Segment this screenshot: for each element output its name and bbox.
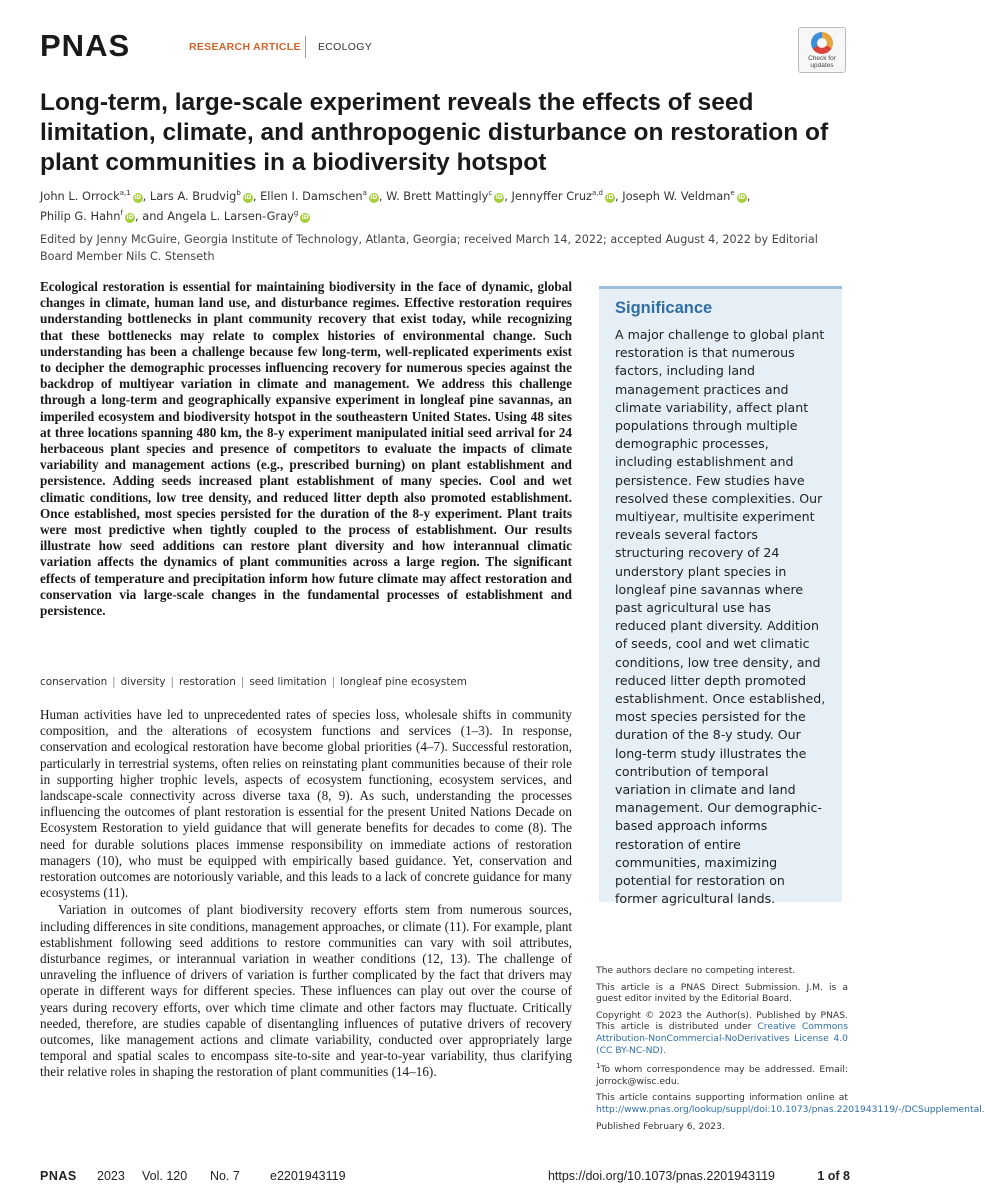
footer-article-id: e2201943119 [270, 1169, 346, 1183]
body-text [40, 707, 572, 1081]
significance-box [599, 286, 842, 907]
check-for-updates-label: Check for updates [808, 55, 836, 69]
footer-year: 2023 [97, 1169, 125, 1183]
orcid-icon[interactable]: iD [606, 193, 614, 201]
submission-note: This article is a PNAS Direct Submission. J.M. is a guest editor invited by the Editorial Board. [596, 981, 848, 1005]
footer-journal: PNAS [40, 1169, 77, 1183]
significance-text: A major challenge to global plant restoration is that numerous factors, including land management practices and climate variability, affect plant populations through multiple demographic processes, including establishment and persistence. Few studies have resolved these complexities. Our multiyear, multisite experiment reveals several factors structuring recovery of 24 understory plant species in longleaf pine savannas where past agricultural use has reduced plant diversity. Addition of seeds, cool and wet climatic conditions, low tree density, and reduced litter depth promoted establishment. Once established, most species persisted for the duration of the 8-y study. Our long-term study illustrates the contribution of temporal variation in climate and land management. Our demographic-based approach informs restoration of entire communities, maximizing potential for restoration on former agricultural lands. [615, 327, 826, 907]
supplemental-link[interactable]: http://www.pnas.org/lookup/suppl/doi:10.1073/pnas.2201943119/-/DCSupplemental. [596, 1104, 985, 1115]
keywords: conservation | diversity | restoration | seed limitation | longleaf pine ecosystem [40, 676, 467, 688]
published-date: Published February 6, 2023. [596, 1120, 725, 1132]
correspondence-note: $^1$To whom correspondence may be addressed. Email: jorrock@wisc.edu. [596, 1062, 848, 1087]
competing-interest-note: The authors declare no competing interest. [596, 965, 796, 976]
author[interactable]: Joseph W. Veldman$^e$iD [622, 188, 746, 203]
body-paragraph: Variation in outcomes of plant biodiversity recovery efforts stem from numerous sources, including differences in site conditions, management approaches, or climate (11). For example, plant establishment following seed additions to restore communities can vary with soil attributes, disturbance regimes, or interannual variation in weather conditions (12, 13). The challenge of unraveling the influence of drivers of variation is further complicated by the fact that drivers may operate in different ways for different species. These influences can play out over the course of years during recovery efforts, over which time climate and other factors may fluctuate. Critically needed, therefore, are studies capable of disentangling influences of putative drivers of recovery outcomes, like management actions and climate variability, conducted over appropriately large temporal and spatial scales to encompass site-to-site and year-to-year variability, thus clarifying their relative roles in shaping the restoration of plant communities (14–16). [40, 902, 572, 1080]
author[interactable]: Angela L. Larsen-Gray$^g$iD [167, 208, 309, 223]
authors-conjunction: and [142, 208, 164, 223]
orcid-icon[interactable]: iD [738, 193, 746, 201]
article-notes [596, 965, 985, 1137]
footer-page-number: 1 of 8 [817, 1169, 850, 1183]
abstract: Ecological restoration is essential for maintaining biodiversity in the face of dynamic, global changes in climate, human land use, and disturbance regimes. Effective restoration requires understanding bottlenecks in plant community recovery that exist today, while recognizing that these bottlenecks may relate to complex histories of environmental change. Such understanding has been a challenge because few long-term, well-replicated experiments exist to decipher the demographic processes influencing recovery for numerous species against the backdrop of multiyear variation in climate and management. We address this challenge through a long-term and geographically expansive experiment in longleaf pine savannas, an imperiled ecosystem and biodiversity hotspot in the southeastern United States. Using 48 sites at three locations spanning 480 km, the 8-y experiment manipulated initial seed arrival for 24 herbaceous plant species and presence of competitors to evaluate the impacts of climate variability and management actions (e.g., prescribed burning) on plant establishment and persistence. Adding seeds increased plant establishment of many species. Cool and wet climatic conditions, low tree density, and reduced litter depth also promoted establishment. Once established, most species persisted for the duration of the 8-y experiment. Plant traits were most predictive when tightly coupled to the process of establishment. Our results illustrate how seed additions can restore plant diversity and how interannual climatic variation affects the dynamics of plant communities across a large region. The significant effects of temperature and precipitation inform how future climate may affect restoration and conservation via large-scale changes in the fundamental processes of establishment and persistence. [40, 279, 572, 619]
article-title: Long-term, large-scale experiment reveals the effects of seed limitation, climate, and anthropogenic disturbance on restoration of plant communities in a biodiversity hotspot [40, 89, 829, 176]
author[interactable]: Philip G. Hahn$^f$iD [40, 208, 134, 223]
journal-logo[interactable]: PNAS [40, 28, 131, 63]
footer-volume: Vol. 120 [142, 1169, 188, 1183]
author-list: John L. Orrock$^{a,1}$iD, Lars A. Brudvig$^b$iD, Ellen I. Damschen$^a$iD, W. Brett Mattingly$^c$iD, Jennyffer Cruz$^{a,d}$iD, Joseph W. Veldman$^e$iD, Philip G. Hahn$^f$iD, and Angela L. Larsen-Gray$^g$iD [40, 188, 751, 223]
orcid-icon[interactable]: iD [134, 193, 142, 201]
significance-heading: Significance [615, 299, 713, 317]
orcid-icon[interactable]: iD [244, 193, 252, 201]
article-type-label: RESEARCH ARTICLE [189, 41, 301, 53]
footer-number: No. 7 [210, 1169, 240, 1183]
body-paragraph: Human activities have led to unprecedented rates of species loss, wholesale shifts in community composition, and the alterations of ecosystem functions and services (1–3). In response, conservation and ecological restoration have become global priorities (4–7). Successful restoration, particularly in terrestrial systems, often relies on reinstating plant communities because of their role in supporting higher trophic levels, aspects of ecosystem functioning, ecosystem services, and landscape-scale connectivity across diverse taxa (8, 9). As such, understanding the processes influencing the outcomes of plant restoration is essential for the present United Nations Decade on Ecosystem Restoration to yield guidance that will generate benefits for decades to come (8). The need for durable solutions places immense responsibility on immediate actions of restoration managers (10), who must be equipped with empirically based guidance. Yet, conservation and restoration outcomes are notoriously variable, and this leads to a lack of concrete guidance for many ecosystems (11). [40, 707, 572, 901]
header-divider [305, 36, 306, 58]
license-link[interactable]: Creative Commons Attribution-NonCommercial-NoDerivatives License 4.0 (CC BY-NC-ND). [596, 1021, 848, 1056]
keyword[interactable]: longleaf pine ecosystem [340, 676, 467, 688]
author[interactable]: Lars A. Brudvig$^b$iD [149, 188, 252, 203]
footer-doi-link[interactable]: https://doi.org/10.1073/pnas.2201943119 [547, 1169, 775, 1183]
orcid-icon[interactable]: iD [301, 213, 309, 221]
keyword[interactable]: diversity [120, 676, 166, 688]
author[interactable]: John L. Orrock$^{a,1}$iD [40, 188, 142, 203]
keyword[interactable]: conservation [40, 676, 108, 688]
author[interactable]: Jennyffer Cruz$^{a,d}$iD [511, 188, 614, 203]
author[interactable]: Ellen I. Damschen$^a$iD [260, 188, 378, 203]
crossmark-icon [811, 32, 833, 54]
orcid-icon[interactable]: iD [495, 193, 503, 201]
copyright-note: Copyright © 2023 the Author(s). Published by PNAS. This article is distributed under Creative Commons Attribution-NonCommercial-NoDerivatives License 4.0 (CC BY-NC-ND). [596, 1009, 848, 1056]
orcid-icon[interactable]: iD [370, 193, 378, 201]
orcid-icon[interactable]: iD [126, 213, 134, 221]
supporting-info-note: This article contains supporting information online at http://www.pnas.org/lookup/suppl/doi:10.1073/pnas.2201943119/-/DCSupplemental. [596, 1092, 985, 1115]
keyword[interactable]: restoration [179, 676, 236, 688]
check-for-updates-button[interactable] [798, 27, 846, 73]
section-label: ECOLOGY [318, 41, 373, 53]
keyword[interactable]: seed limitation [249, 676, 327, 688]
author[interactable]: W. Brett Mattingly$^c$iD [386, 188, 503, 203]
editorial-note: Edited by Jenny McGuire, Georgia Institute of Technology, Atlanta, Georgia; received March 14, 2022; accepted August 4, 2022 by Editorial Board Member Nils C. Stenseth [40, 233, 818, 263]
